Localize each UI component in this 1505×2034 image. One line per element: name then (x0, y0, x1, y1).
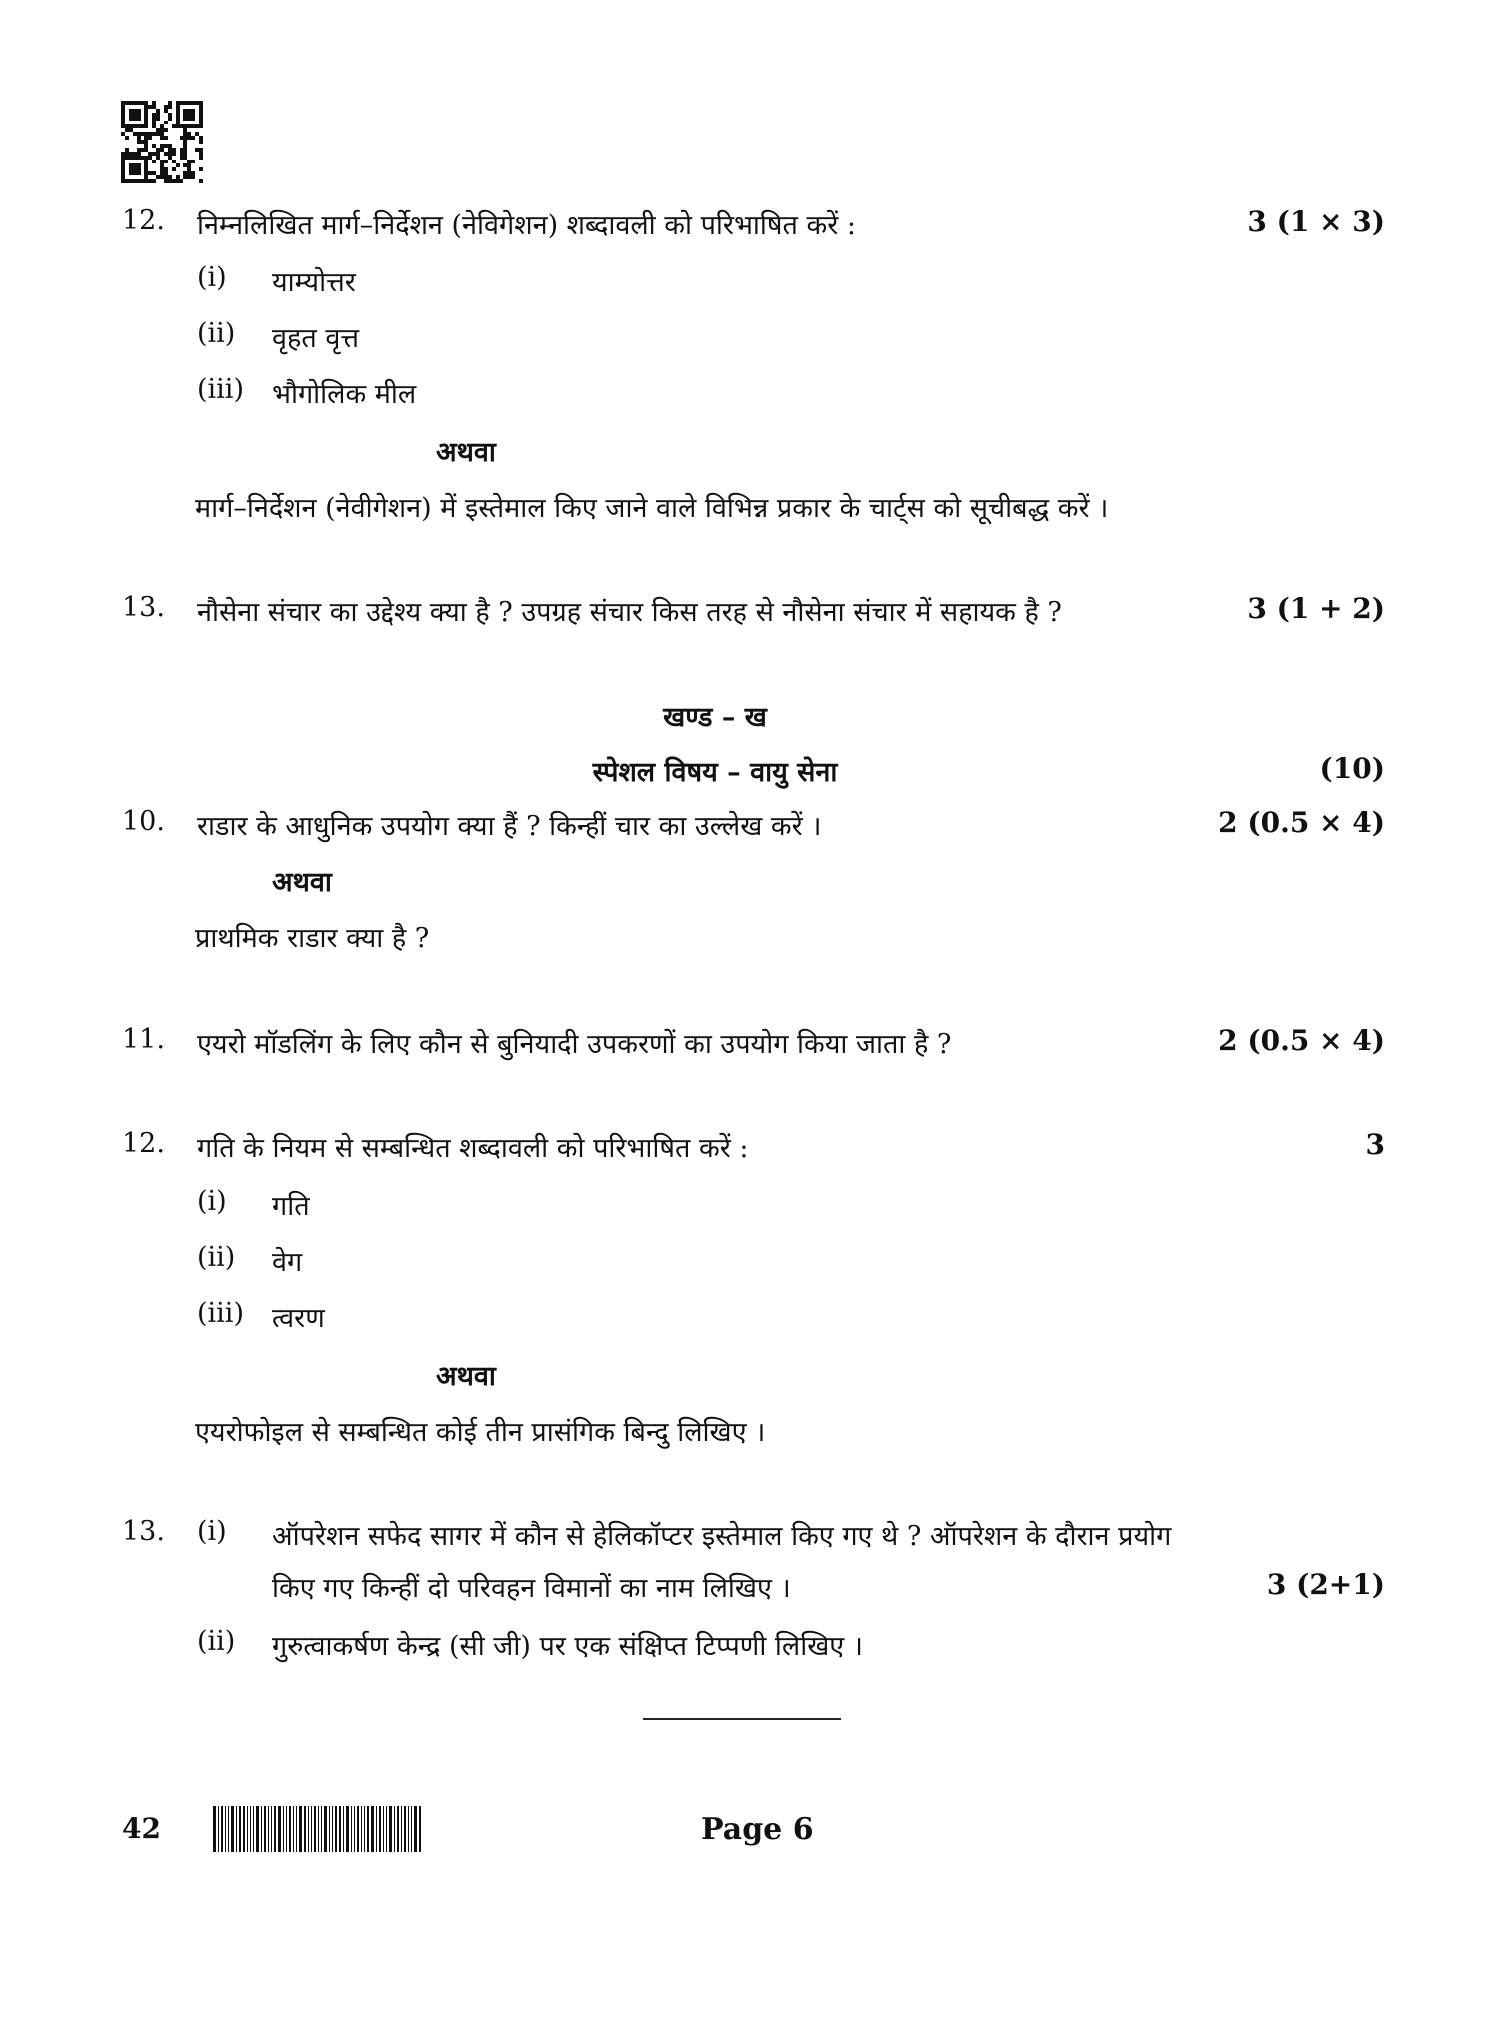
or-question-text: एयरोफोइल से सम्बन्धित कोई तीन प्रासंगिक बिन्दु लिखिए । (195, 1417, 766, 1448)
part-label: (i) (197, 1186, 227, 1217)
or-question-text: प्राथमिक राडार क्या है ? (195, 923, 430, 954)
part-text: गति (272, 1191, 310, 1222)
question-marks: 3 (1 × 3) (1247, 205, 1385, 238)
question-text: गति के नियम से सम्बन्धित शब्दावली को परिभाषित करें : (197, 1133, 749, 1164)
part-label: (ii) (197, 1242, 236, 1273)
question-marks: 3 (2+1) (1266, 1568, 1385, 1601)
part-label: (ii) (197, 318, 236, 349)
question-number: 12. (122, 1128, 165, 1159)
or-label: अथवा (272, 867, 332, 898)
or-label: अथवा (436, 1361, 496, 1392)
part-text: ऑपरेशन सफेद सागर में कौन से हेलिकॉप्टर इस्तेमाल किए गए थे ? ऑपरेशन के दौरान प्रयोग (272, 1521, 1172, 1552)
question-marks: 2 (0.5 × 4) (1218, 806, 1385, 839)
part-text: गुरुत्वाकर्षण केन्द्र (सी जी) पर एक संक्षिप्त टिप्पणी लिखिए । (272, 1631, 864, 1662)
part-text: किए गए किन्हीं दो परिवहन विमानों का नाम लिखिए । (272, 1573, 791, 1604)
question-number: 13. (122, 592, 165, 623)
question-marks: 2 (0.5 × 4) (1218, 1024, 1385, 1057)
part-text: वृहत वृत्त (272, 323, 359, 354)
part-label: (ii) (197, 1626, 236, 1657)
question-text: एयरो मॉडलिंग के लिए कौन से बुनियादी उपकरणों का उपयोग किया जाता है ? (197, 1029, 952, 1060)
section-title: खण्ड – ख (663, 702, 767, 733)
qr-code-icon (121, 101, 203, 183)
question-text: राडार के आधुनिक उपयोग क्या हैं ? किन्हीं चार का उल्लेख करें । (197, 811, 822, 842)
barcode-icon (213, 1806, 469, 1852)
question-number: 11. (122, 1024, 165, 1055)
question-marks: 3 (1365, 1128, 1385, 1161)
question-text: निम्नलिखित मार्ग–निर्देशन (नेविगेशन) शब्दावली को परिभाषित करें : (197, 210, 856, 241)
part-text: त्वरण (272, 1303, 325, 1334)
part-text: याम्योत्तर (272, 267, 356, 298)
question-number: 12. (122, 205, 165, 236)
part-text: भौगोलिक मील (272, 379, 417, 410)
part-label: (iii) (197, 374, 244, 405)
part-label: (i) (197, 262, 227, 293)
end-divider (643, 1718, 841, 1720)
part-label: (i) (197, 1516, 227, 1547)
question-marks: 3 (1 + 2) (1247, 592, 1385, 625)
paper-code: 42 (122, 1812, 161, 1845)
or-label: अथवा (436, 437, 496, 468)
section-subtitle: स्पेशल विषय – वायु सेना (592, 757, 838, 788)
page-number: Page 6 (701, 1812, 814, 1847)
part-label: (iii) (197, 1298, 244, 1329)
part-text: वेग (272, 1247, 303, 1278)
question-text: नौसेना संचार का उद्देश्य क्या है ? उपग्रह संचार किस तरह से नौसेना संचार में सहायक है ? (197, 597, 1062, 628)
question-number: 13. (122, 1516, 165, 1547)
section-total-marks: (10) (1319, 752, 1385, 785)
question-number: 10. (122, 806, 165, 837)
or-question-text: मार्ग–निर्देशन (नेवीगेशन) में इस्तेमाल किए जाने वाले विभिन्न प्रकार के चार्ट्स को सूचीबद्ध करें । (195, 493, 1109, 524)
